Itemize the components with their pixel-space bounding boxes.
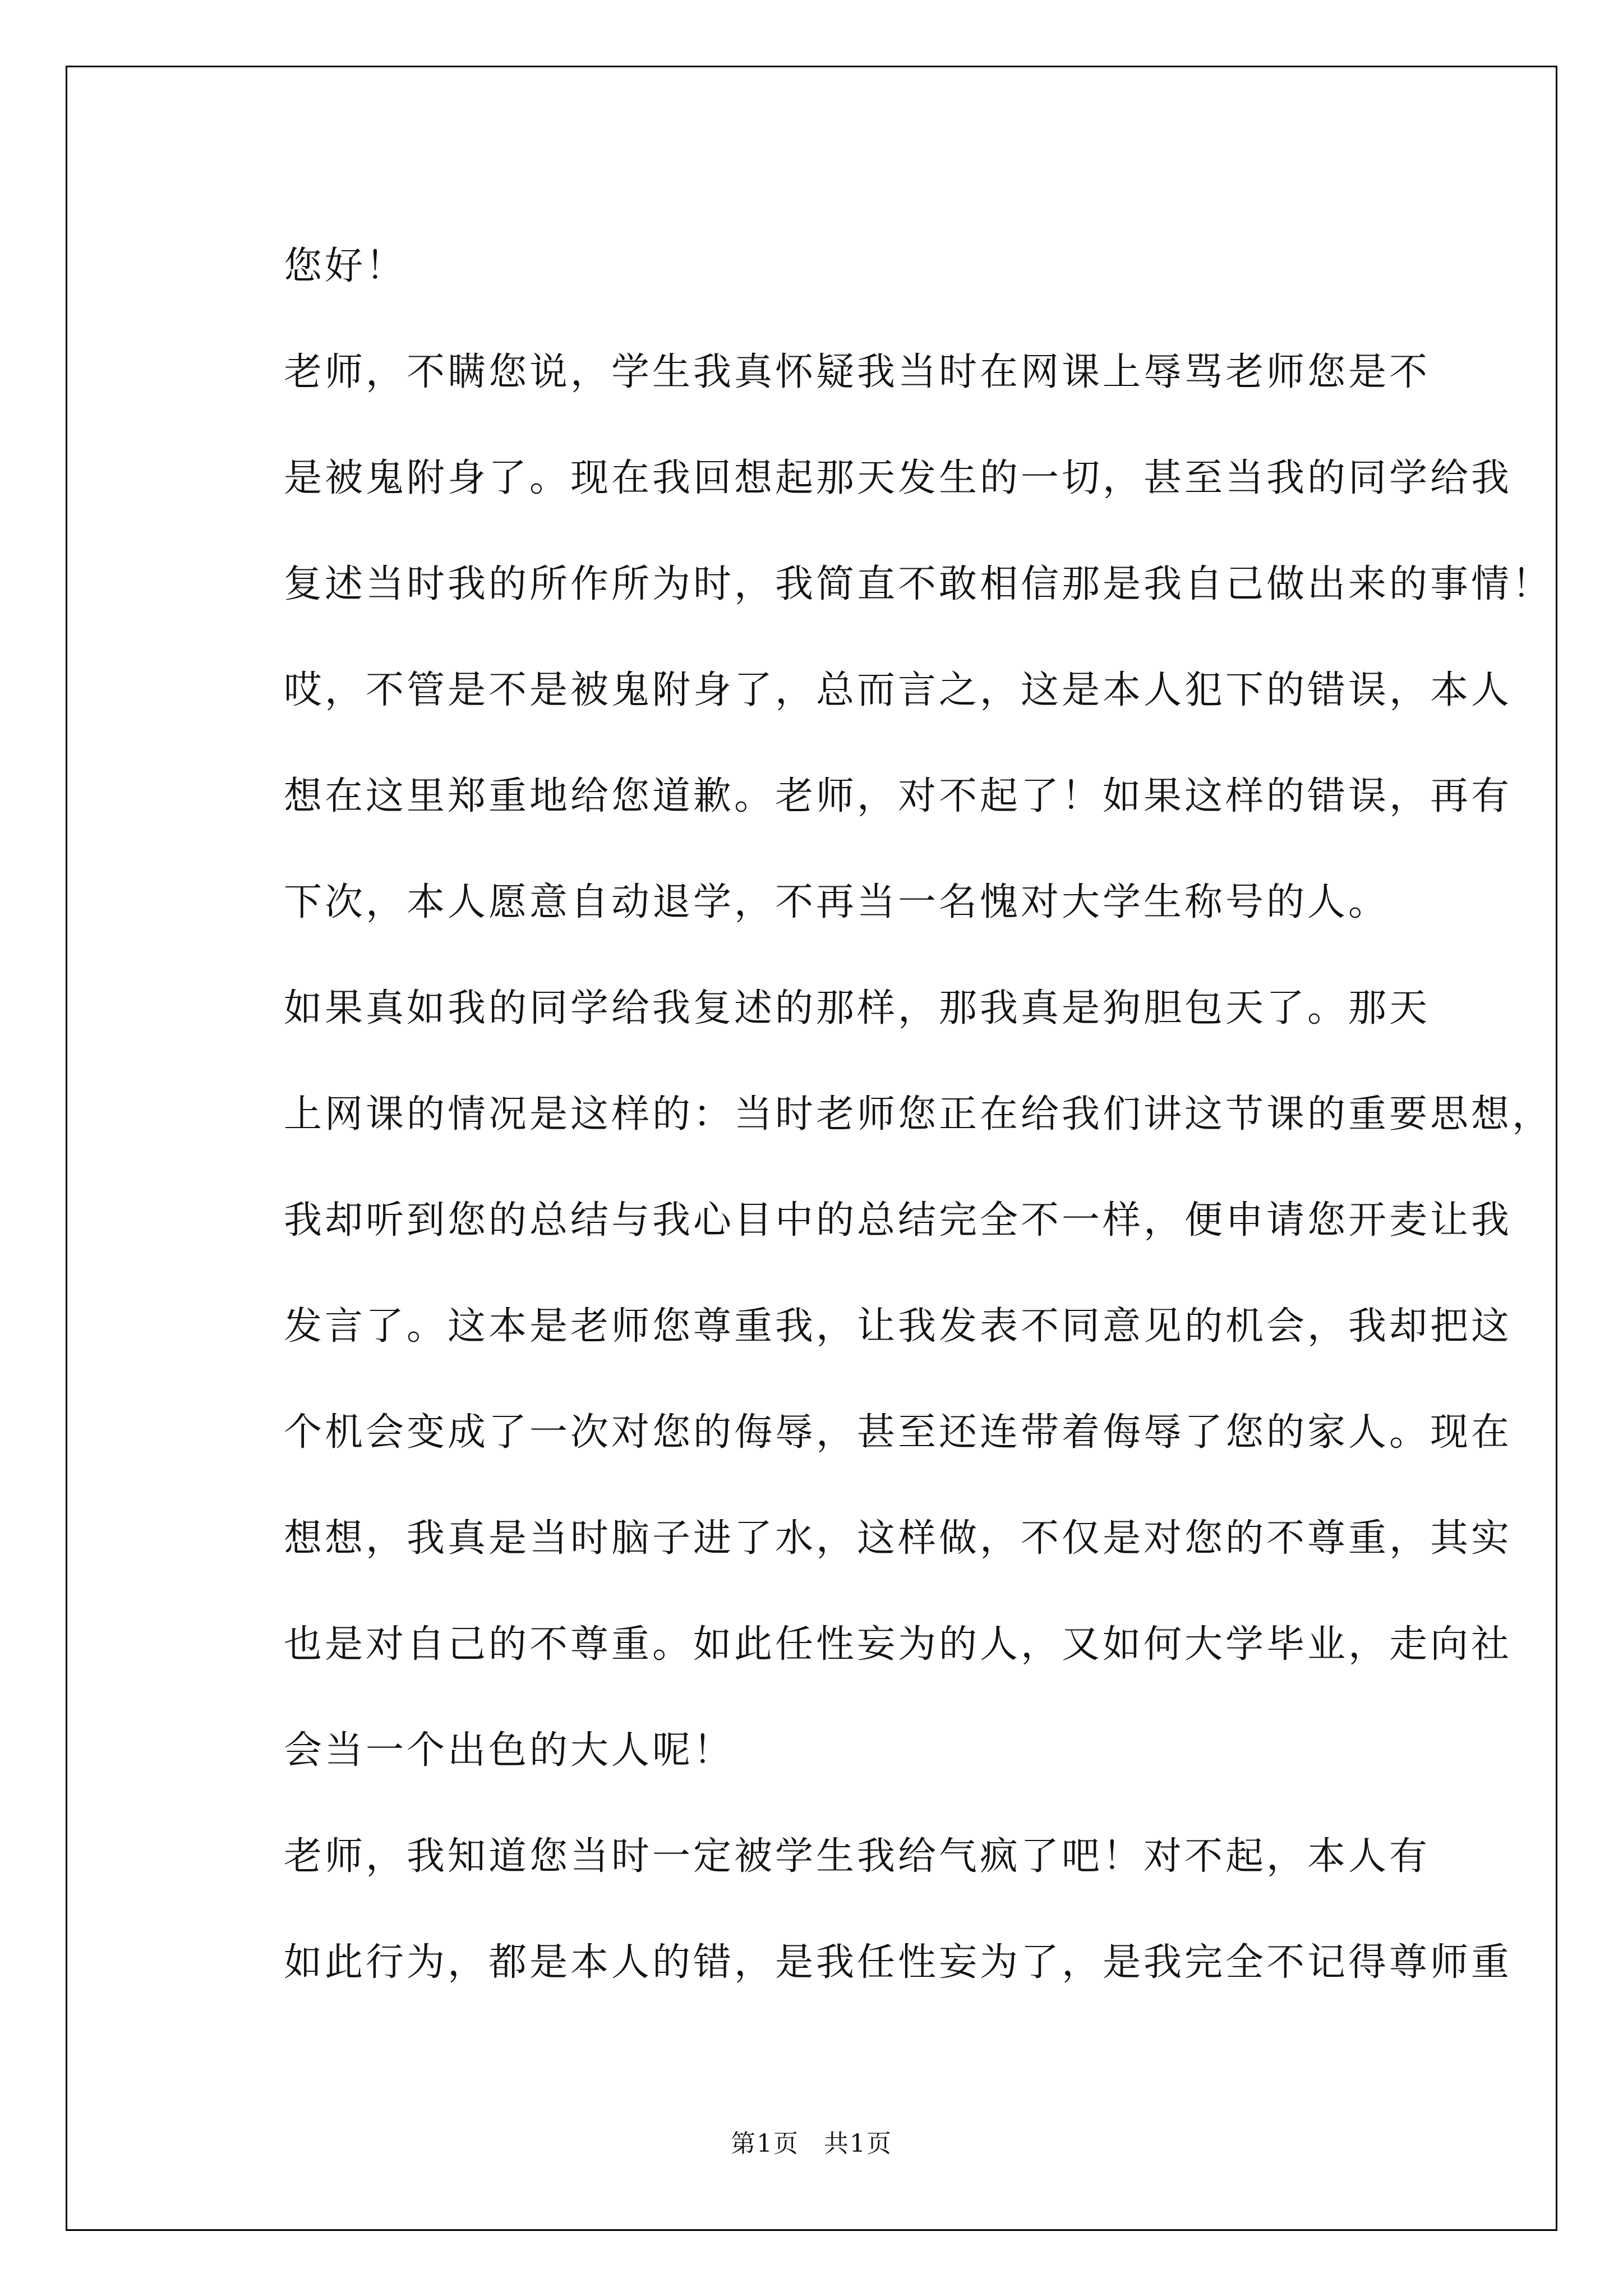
text-line: 下次，本人愿意自动退学，不再当一名愧对大学生称号的人。 xyxy=(284,880,1390,924)
text-line: 会当一个出色的大人呢！ xyxy=(284,1728,735,1773)
paragraph-3 xyxy=(201,1803,1513,2016)
page-footer xyxy=(0,2128,1623,2160)
letter-body xyxy=(201,213,1553,2016)
page-number: 第1页 xyxy=(731,2129,799,2158)
text-line: 如此行为，都是本人的错，是我任性妄为了，是我完全不记得尊师重 xyxy=(284,1940,1513,1985)
text-line: 哎，不管是不是被鬼附身了，总而言之，这是本人犯下的错误，本人 xyxy=(284,668,1513,712)
text-line: 如果真如我的同学给我复述的那样，那我真是狗胆包天了。那天 xyxy=(284,986,1431,1030)
text-line: 也是对自己的不尊重。如此任性妄为的人，又如何大学毕业，走向社 xyxy=(284,1622,1513,1667)
text-line: 是被鬼附身了。现在我回想起那天发生的一切，甚至当我的同学给我 xyxy=(284,456,1513,500)
paragraph-1 xyxy=(201,319,1553,955)
text-line: 想在这里郑重地给您道歉。老师，对不起了！如果这样的错误，再有 xyxy=(284,774,1513,818)
paragraph-2 xyxy=(201,955,1553,1803)
text-line: 发言了。这本是老师您尊重我，让我发表不同意见的机会，我却把这 xyxy=(284,1304,1513,1349)
text-line: 想想，我真是当时脑子进了水，这样做，不仅是对您的不尊重，其实 xyxy=(284,1516,1513,1561)
greeting: 您好！ xyxy=(284,244,407,288)
text-line: 复述当时我的所作所为时，我简直不敢相信那是我自己做出来的事情！ xyxy=(284,562,1553,606)
text-line: 个机会变成了一次对您的侮辱，甚至还连带着侮辱了您的家人。现在 xyxy=(284,1410,1513,1455)
text-line: 老师，我知道您当时一定被学生我给气疯了吧！对不起，本人有 xyxy=(284,1834,1431,1879)
text-line: 上网课的情况是这样的：当时老师您正在给我们讲这节课的重要思想， xyxy=(284,1092,1553,1137)
text-line: 我却听到您的总结与我心目中的总结完全不一样，便申请您开麦让我 xyxy=(284,1198,1513,1243)
page-total: 共1页 xyxy=(824,2129,892,2158)
text-line: 老师，不瞒您说，学生我真怀疑我当时在网课上辱骂老师您是不 xyxy=(284,350,1431,394)
